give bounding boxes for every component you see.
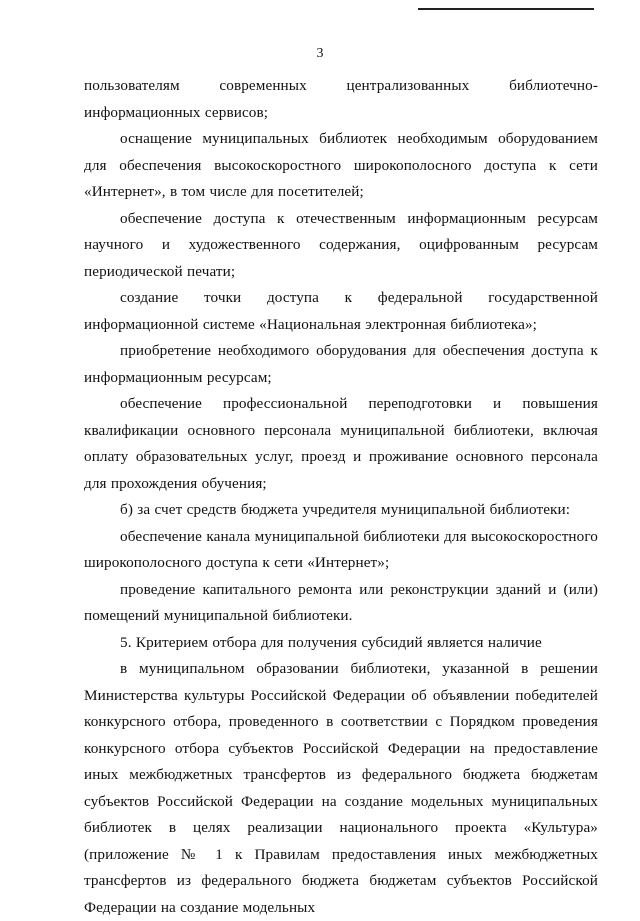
- paragraph-2: оснащение муниципальных библиотек необходимым оборудованием для обеспечения высокоскоростного широкополосного доступа к сети «Интернет», в том числе для посетителей;: [84, 130, 598, 200]
- header-rule: [418, 8, 594, 10]
- paragraph-1: пользователям современных централизованных библиотечно-информационных сервисов;: [84, 77, 598, 121]
- paragraph-7: б) за счет средств бюджета учредителя муниципальной библиотеки:: [120, 501, 571, 518]
- paragraph-8: обеспечение канала муниципальной библиотеки для высокоскоростного широкополосного доступа к сети «Интернет»;: [84, 527, 598, 571]
- paragraph-3: обеспечение доступа к отечественным информационным ресурсам научного и художественного содержания, оцифрованным ресурсам периодической печати;: [84, 209, 598, 280]
- paragraph-9: проведение капитального ремонта или реконструкции зданий и (или) помещений муниципальной библиотеки.: [84, 580, 598, 624]
- paragraph-4: создание точки доступа к федеральной государственной информационной системе «Национальная электронная библиотека»;: [84, 289, 598, 333]
- document-body: [84, 73, 598, 921]
- paragraph-11: в муниципальном образовании библиотеки, указанной в решении Министерства культуры Российской Федерации об объявлении победителей конкурсного отбора, проведенного в соответствии с Порядком проведения конкурсного отбора субъектов Российской Федерации на предоставление иных межбюджетных трансфертов из федерального бюджета бюджетам субъектов Российской Федерации на создание модельных муниципальных библиотек в целях реализации национального проекта «Культура» (приложение № 1 к Правилам предоставления иных межбюджетных трансфертов из федерального бюджета бюджетам субъектов Российской Федерации на создание модельных: [84, 660, 598, 916]
- paragraph-10: 5. Критерием отбора для получения субсидий является наличие: [120, 633, 542, 651]
- paragraph-5: приобретение необходимого оборудования для обеспечения доступа к информационным ресурсам;: [84, 342, 598, 386]
- page-number: 3: [316, 46, 324, 61]
- paragraph-6: обеспечение профессиональной переподготовки и повышения квалификации основного персонала муниципальной библиотеки, включая оплату образовательных услуг, проезд и проживание основного персонала для прохождения обучения;: [84, 395, 598, 492]
